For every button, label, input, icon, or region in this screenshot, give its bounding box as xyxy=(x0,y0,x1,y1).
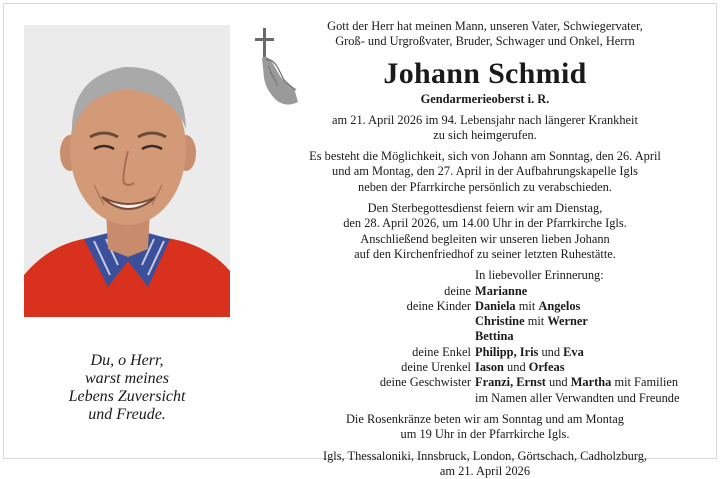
bible-verse xyxy=(24,352,230,424)
funeral-line: Anschließend begleiten wir unseren lieben Johann xyxy=(360,231,610,246)
funeral-line: Den Sterbegottesdienst feiern wir am Dienstag, xyxy=(367,201,603,216)
mourner-row xyxy=(290,284,680,299)
funeral-block xyxy=(290,201,680,262)
mourner-row xyxy=(290,375,680,390)
date-line: am 21. April 2026 xyxy=(439,463,531,478)
mourner-conj: und xyxy=(541,344,561,359)
rosary-line: um 19 Uhr in der Pfarrkirche Igls. xyxy=(400,427,570,442)
mourner-conj: und xyxy=(549,375,568,390)
verse-line: Du, o Herr, xyxy=(90,352,164,369)
mourner-conj: mit xyxy=(527,314,545,329)
funeral-line: den 28. April 2026, um 14.00 Uhr in der Pfarrkirche Igls. xyxy=(343,216,627,231)
intro-line: Gott der Herr hat meinen Mann, unseren Vater, Schwiegervater, xyxy=(327,19,643,33)
rosary-line: Die Rosenkränze beten wir am Sonntag und am Montag xyxy=(345,411,625,426)
mourner-row xyxy=(290,314,680,329)
mourner-name: Werner xyxy=(547,314,588,329)
verse-line: warst meines xyxy=(85,370,169,387)
place-line: Igls, Thessaloniki, Innsbruck, London, Görtschach, Cadholzburg, xyxy=(322,448,648,463)
deceased-name: Johann Schmid xyxy=(383,56,587,90)
mourner-row xyxy=(290,345,680,360)
mourner-name: Marianne xyxy=(475,283,528,298)
mourner-conj: und xyxy=(507,360,526,375)
relatives-line: im Namen aller Verwandten und Freunde xyxy=(475,390,680,405)
death-block xyxy=(290,113,680,144)
mourner-conj: mit xyxy=(518,298,536,313)
intro-line: Groß- und Urgroßvater, Bruder, Schwager und Onkel, Herrn xyxy=(335,34,635,49)
farewell-line: neben der Pfarrkirche persönlich zu verabschieden. xyxy=(358,179,612,194)
mourner-name: Orfeas xyxy=(528,360,565,375)
mourner-row xyxy=(290,299,680,314)
mourner-suffix: mit Familien xyxy=(614,375,679,390)
mourner-label: deine Kinder xyxy=(406,298,471,313)
portrait-photo xyxy=(24,25,230,317)
mourner-name: Daniela xyxy=(475,298,516,313)
farewell-block xyxy=(290,149,680,195)
verse-line: und Freude. xyxy=(88,406,166,423)
mourner-name: Martha xyxy=(570,375,612,390)
mourner-name: Bettina xyxy=(475,329,514,344)
place-date-block xyxy=(290,449,680,479)
intro-block xyxy=(290,19,680,50)
memory-heading: In liebevoller Erinnerung: xyxy=(475,268,604,283)
mourner-name: Angelos xyxy=(538,298,581,313)
farewell-line: und am Montag, den 27. April in der Aufbahrungskapelle Igls xyxy=(332,164,638,179)
funeral-line: auf den Kirchenfriedhof zu seiner letzten Ruhestätte. xyxy=(354,246,616,261)
farewell-line: Es besteht die Möglichkeit, sich von Johann am Sonntag, den 26. April xyxy=(309,149,661,164)
mourner-label: deine Geschwister xyxy=(379,375,471,390)
mourner-row xyxy=(290,329,680,344)
notice-text xyxy=(290,19,680,479)
death-line: am 21. April 2026 im 94. Lebensjahr nach längerer Krankheit xyxy=(332,112,638,127)
mourner-name: Christine xyxy=(475,314,525,329)
mourner-label: deine xyxy=(444,283,471,298)
verse-line: Lebens Zuversicht xyxy=(68,388,186,405)
mourner-name: Iason xyxy=(475,360,504,375)
mourner-name: Franzi, Ernst xyxy=(475,375,546,390)
mourner-label: deine Enkel xyxy=(412,344,471,359)
mourner-label: deine Urenkel xyxy=(401,360,471,375)
mourner-row xyxy=(290,360,680,375)
mourner-row xyxy=(290,391,680,406)
mourner-name: Philipp, Iris xyxy=(475,344,539,359)
death-line: zu sich heimgerufen. xyxy=(433,127,537,142)
rosary-block xyxy=(290,412,680,443)
mourner-name: Eva xyxy=(563,344,584,359)
deceased-rank: Gendarmerieoberst i. R. xyxy=(420,91,550,106)
